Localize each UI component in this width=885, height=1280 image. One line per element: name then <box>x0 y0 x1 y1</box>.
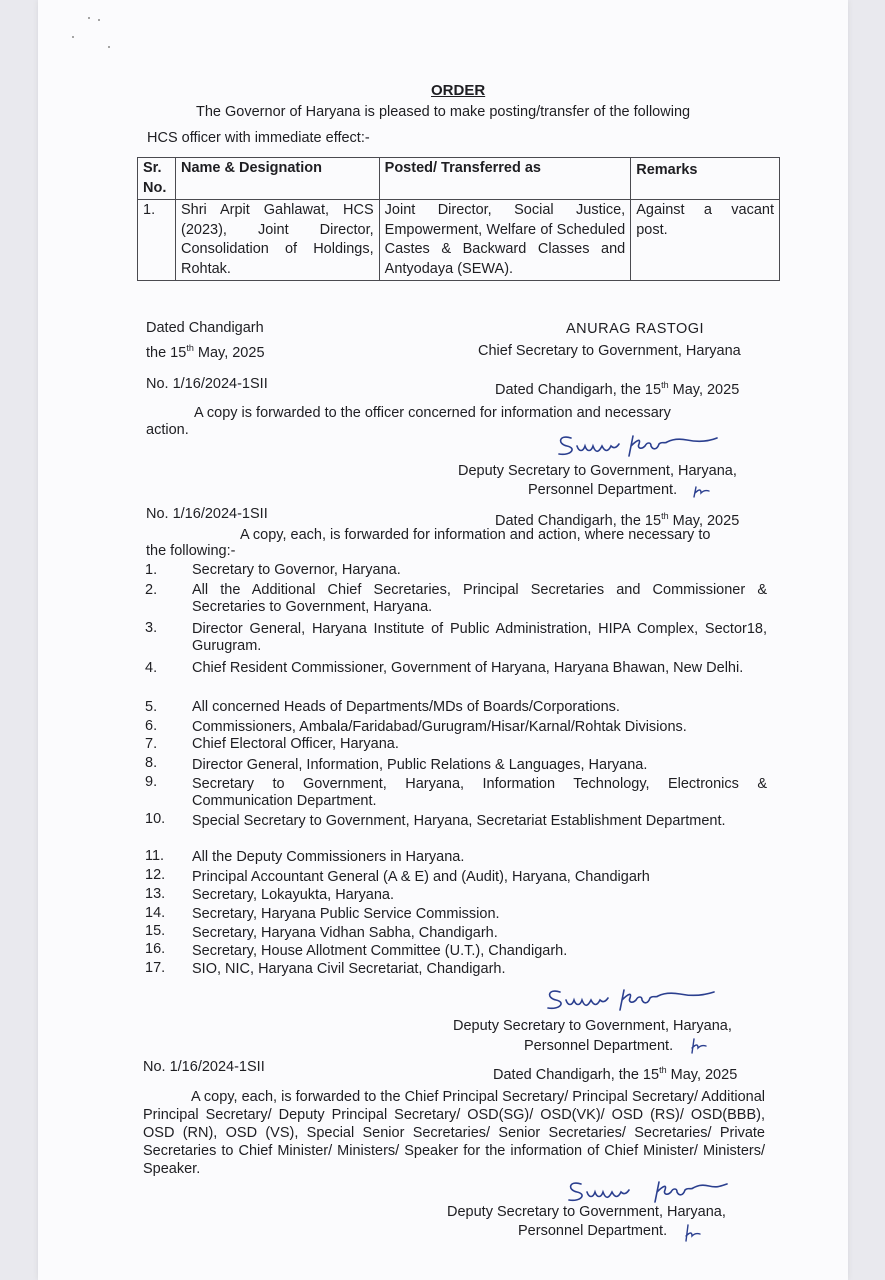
endorsement1-sig-department: Personnel Department. <box>528 482 678 498</box>
header-remarks: Remarks <box>631 158 780 200</box>
endorsement3-dated: Dated Chandigarh, the 15th May, 2025 <box>493 1065 738 1083</box>
row-name-designation: Shri Arpit Gahlawat, HCS (2023), Joint Director, Consolidation of Holdings, Rohtak. <box>175 200 379 281</box>
scan-speck <box>88 17 90 19</box>
endorsement1-ref-no: No. 1/16/2024-1SII <box>146 376 268 392</box>
order-dated-place: Dated Chandigarh <box>146 320 264 336</box>
signature-3 <box>565 1176 740 1206</box>
posting-table-header-row <box>138 158 780 200</box>
endorsement3-text: A copy, each, is forwarded to the Chief Principal Secretary/ Principal Secretary/ Additional Principal Secretary/ Deputy Principal Secretary/ OSD(SG)/ OSD(VK)/ OSD (RS)/ OSD(BBB), OSD (RN), OSD (VS), Special Senior Secretaries/ Senior Secretaries/ Secretaries/ Private Secretaries to Chief Minister/ Ministers/ Speaker for the information of Chief Minister/ Ministers/ Speaker. <box>143 1089 765 1177</box>
row-remarks: Against a vacant post. <box>631 200 780 281</box>
endorsement1-dated: Dated Chandigarh, the 15th May, 2025 <box>495 380 740 398</box>
endorsement1-sig-designation: Deputy Secretary to Government, Haryana, <box>458 463 737 479</box>
header-sr-no <box>138 158 176 200</box>
order-intro-line2: HCS officer with immediate effect:- <box>147 130 370 146</box>
endorsement2-ref-no: No. 1/16/2024-1SII <box>146 506 268 522</box>
order-intro-line1: The Governor of Haryana is pleased to make posting/transfer of the following <box>196 104 691 120</box>
order-dated-date: the 15th May, 2025 <box>146 343 265 361</box>
signature-2 <box>540 984 740 1014</box>
endorsement2-sig-department: Personnel Department. <box>524 1038 674 1054</box>
scan-speck <box>108 46 110 48</box>
endorsement2-text-line1: A copy, each, is forwarded for information and action, where necessary to <box>240 527 711 543</box>
endorsement2-sig-designation: Deputy Secretary to Government, Haryana, <box>453 1018 732 1034</box>
scan-speck <box>72 36 74 38</box>
header-sr-line2: No. <box>143 179 167 196</box>
endorsement1-text-line1: A copy is forwarded to the officer concerned for information and necessary <box>194 405 671 421</box>
signatory-designation: Chief Secretary to Government, Haryana <box>478 343 741 359</box>
initials-3 <box>682 1222 702 1244</box>
scan-speck <box>98 19 100 21</box>
table-row <box>138 200 780 281</box>
posting-table <box>137 157 780 281</box>
row-posted-as: Joint Director, Social Justice, Empowerment, Welfare of Scheduled Castes & Backward Classes and Antyodaya (SEWA). <box>379 200 631 281</box>
signatory-name: ANURAG RASTOGI <box>566 321 705 337</box>
endorsement3-ref-no: No. 1/16/2024-1SII <box>143 1059 265 1075</box>
endorsement1-text-line2: action. <box>146 422 189 438</box>
order-heading: ORDER <box>431 82 486 99</box>
endorsement3-sig-department: Personnel Department. <box>518 1223 668 1239</box>
header-name-designation: Name & Designation <box>175 158 379 200</box>
initials-2 <box>688 1036 708 1056</box>
row-sr-no: 1. <box>138 200 176 281</box>
signature-1 <box>553 428 743 460</box>
endorsement2-text-line2: the following:- <box>146 543 236 559</box>
endorsement3-sig-designation: Deputy Secretary to Government, Haryana, <box>447 1204 726 1220</box>
header-posted-as: Posted/ Transferred as <box>379 158 631 200</box>
initials-1 <box>692 483 712 499</box>
header-sr-line1: Sr. <box>143 160 162 176</box>
endorsement2-dated: Dated Chandigarh, the 15th May, 2025 <box>495 511 740 529</box>
